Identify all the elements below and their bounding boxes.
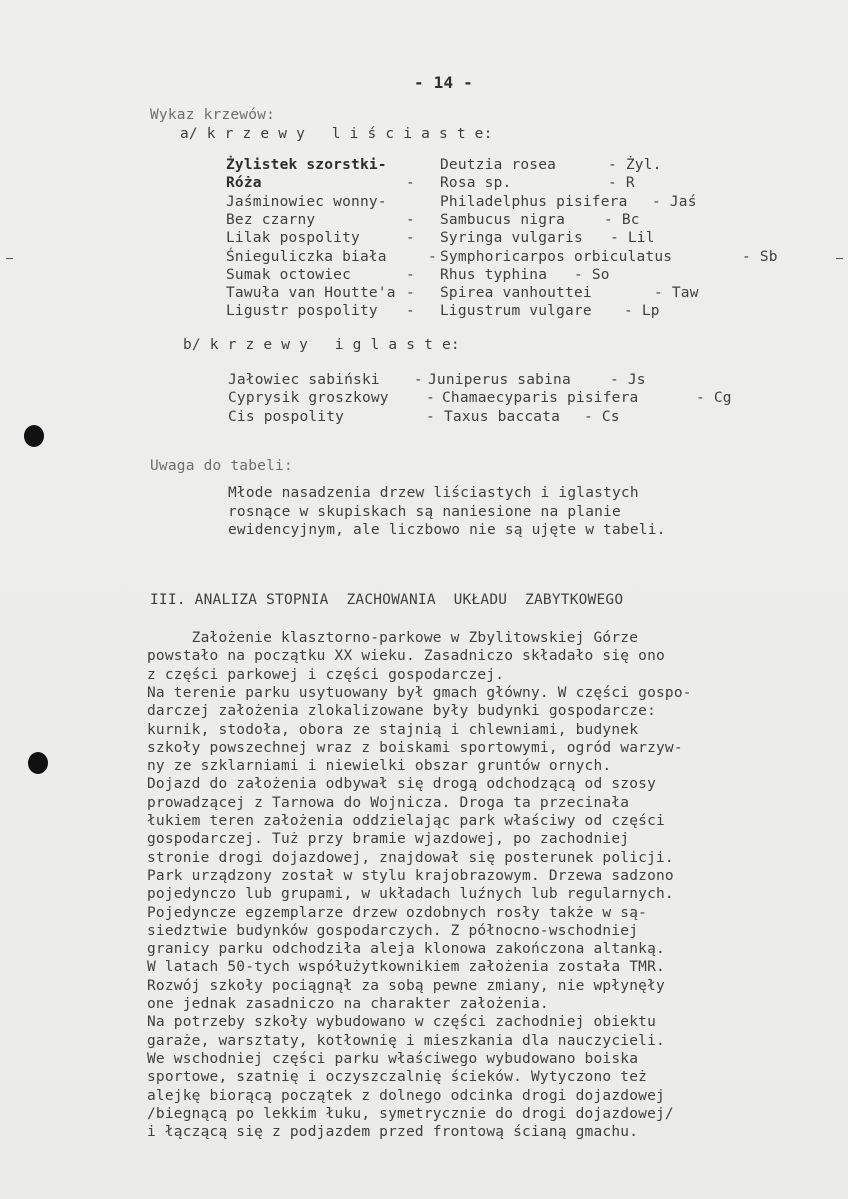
- paragraph-line: prowadzącej z Tarnowa do Wojnicza. Droga ta przecinała: [147, 794, 630, 811]
- section-b-heading: b/ k r z e w y i g l a s t e:: [183, 337, 460, 353]
- note-line: rosnące w skupiskach są naniesione na planie: [228, 503, 621, 520]
- shrub-latin-name: Deutzia rosea: [440, 157, 557, 173]
- note-label: Uwaga do tabeli:: [150, 458, 293, 474]
- paragraph-line: Na potrzeby szkoły wybudowano w części zachodniej obiektu: [147, 1014, 656, 1031]
- shrub-dash: -: [406, 285, 415, 302]
- page-number: - 14 -: [414, 73, 473, 92]
- shrub-abbreviation: - Js: [610, 372, 646, 388]
- shrub-abbreviation: - Cs: [584, 408, 620, 425]
- paragraph-line: Dojazd do założenia odbywał się drogą odchodzącą od szosy: [147, 776, 656, 793]
- shrub-latin-name: Ligustrum vulgare: [440, 303, 592, 320]
- shrub-abbreviation: - Lp: [624, 303, 660, 320]
- paragraph-line: sportowe, szatnię i oczyszczalnię ścieków. Wytyczono też: [147, 1069, 648, 1086]
- shrub-abbreviation: - Sb: [742, 248, 778, 265]
- paragraph-line: Rozwój szkoły pociągnął za sobą pewne zmiany, nie wpłynęły: [147, 977, 665, 994]
- paragraph-line: darczej założenia zlokalizowane były budynki gospodarcze:: [147, 703, 656, 720]
- shrub-abbreviation: - Lil: [610, 230, 655, 247]
- shrub-polish-name: Cyprysik groszkowy: [228, 390, 389, 407]
- shrub-dash: -: [406, 230, 415, 247]
- shrub-abbreviation: - Cg: [696, 390, 732, 407]
- shrub-polish-name: Bez czarny: [226, 211, 316, 228]
- paragraph-line: /biegnącą po lekkim łuku, symetrycznie do drogi dojazdowej/: [147, 1105, 674, 1122]
- shrub-latin-name: Rhus typhina: [440, 266, 548, 283]
- paragraph-line: W latach 50-tych współużytkownikiem założenia została TMR.: [147, 959, 665, 976]
- shrub-latin-name: Sambucus nigra: [440, 211, 566, 228]
- paragraph-line: powstało na początku XX wieku. Zasadniczo składało się ono: [147, 648, 665, 665]
- shrub-dash: -: [428, 248, 437, 265]
- shrub-dash: -: [426, 408, 435, 425]
- paragraph-line: pojedynczo lub grupami, w układach luźnych lub regularnych.: [147, 886, 674, 903]
- shrub-polish-name: Cis pospolity: [228, 408, 345, 425]
- shrub-latin-name: Juniperus sabina: [428, 372, 571, 388]
- paragraph-line: one jednak zasadniczo na charakter założenia.: [147, 996, 549, 1012]
- paragraph-line: Założenie klasztorno-parkowe w Zbylitowskiej Górze: [147, 630, 639, 646]
- paragraph-line: We wschodniej części parku właściwego wybudowano boiska: [147, 1050, 639, 1067]
- shrub-latin-name: Taxus baccata: [444, 408, 561, 425]
- paragraph-line: kurnik, stodoła, obora ze stajnią i chlewniami, budynek: [147, 721, 639, 738]
- shrub-polish-name: Śnieguliczka biała: [226, 248, 387, 265]
- chapter-title: III. ANALIZA STOPNIA ZACHOWANIA UKŁADU ZABYTKOWEGO: [150, 592, 624, 608]
- paragraph-line: gospodarczej. Tuż przy bramie wjazdowej, po zachodniej: [147, 831, 630, 848]
- shrub-dash: -: [426, 390, 435, 407]
- shrub-latin-name: Philadelphus pisifera: [440, 193, 628, 210]
- paragraph-line: ny ze szklarniami i niewielki obszar gruntów ornych.: [147, 758, 612, 775]
- paragraph-line: z części parkowej i części gospodarczej.: [147, 666, 505, 683]
- punch-hole-bottom: [28, 752, 48, 774]
- section-a-heading: a/ k r z e w y l i ś c i a s t e:: [180, 126, 493, 142]
- fold-mark-left: [6, 258, 13, 259]
- shrub-polish-name: Jałowiec sabiński: [228, 372, 380, 388]
- shrub-polish-name: Sumak octowiec: [226, 266, 352, 283]
- shrub-polish-name: Żylistek szorstki-: [226, 157, 387, 173]
- shrub-polish-name: Tawuła van Houtte'a: [226, 285, 396, 302]
- shrub-dash: -: [406, 211, 415, 228]
- shrub-latin-name: Spirea vanhouttei: [440, 285, 592, 302]
- paragraph-line: garaże, warsztaty, kotłownię i mieszkania dla nauczycieli.: [147, 1032, 665, 1049]
- paragraph-line: siedztwie budynków gospodarczych. Z północno-wschodniej: [147, 922, 639, 939]
- paragraph-line: Na terenie parku usytuowany był gmach główny. W części gospo-: [147, 684, 692, 701]
- shrub-abbreviation: - R: [608, 175, 635, 192]
- shrub-latin-name: Rosa sp.: [440, 175, 512, 192]
- paragraph-line: alejkę biorącą początek z dolnego odcinka drogi dojazdowej: [147, 1087, 665, 1104]
- shrub-polish-name: Róża: [226, 175, 262, 192]
- shrub-dash: -: [414, 372, 423, 388]
- note-line: ewidencyjnym, ale liczbowo nie są ujęte w tabeli.: [228, 522, 666, 538]
- punch-hole-top: [24, 425, 44, 447]
- shrub-polish-name: Jaśminowiec wonny-: [226, 193, 387, 210]
- shrub-latin-name: Symphoricarpos orbiculatus: [440, 248, 673, 265]
- shrub-polish-name: Lilak pospolity: [226, 230, 360, 247]
- shrub-abbreviation: - So: [574, 266, 610, 283]
- paragraph-line: Park urządzony został w stylu krajobrazowym. Drzewa sadzono: [147, 867, 674, 884]
- paragraph-line: i łączącą się z podjazdem przed frontową ścianą gmachu.: [147, 1124, 639, 1141]
- shrub-polish-name: Ligustr pospolity: [226, 303, 378, 320]
- paragraph-line: granicy parku odchodziła aleja klonowa zakończona altanką.: [147, 941, 665, 958]
- shrub-abbreviation: - Jaś: [652, 193, 697, 210]
- list-header: Wykaz krzewów:: [150, 107, 276, 123]
- paragraph-line: szkoły powszechnej wraz z boiskami sportowymi, ogród warzyw-: [147, 739, 683, 756]
- paragraph-line: Pojedyncze egzemplarze drzew ozdobnych rosły także w są-: [147, 904, 648, 921]
- shrub-abbreviation: - Bc: [604, 211, 640, 228]
- shrub-dash: -: [406, 303, 415, 320]
- paragraph-line: łukiem teren założenia oddzielając park właściwy od części: [147, 813, 665, 829]
- shrub-dash: -: [406, 266, 415, 283]
- shrub-latin-name: Syringa vulgaris: [440, 230, 583, 247]
- note-line: Młode nasadzenia drzew liściastych i iglastych: [228, 485, 639, 501]
- shrub-dash: -: [406, 175, 415, 192]
- paragraph-line: stronie drogi dojazdowej, znajdował się posterunek policji.: [147, 849, 674, 866]
- shrub-latin-name: Chamaecyparis pisifera: [442, 390, 639, 407]
- shrub-abbreviation: - Żyl.: [608, 157, 662, 173]
- shrub-abbreviation: - Taw: [654, 285, 699, 302]
- fold-mark-right: [836, 258, 843, 259]
